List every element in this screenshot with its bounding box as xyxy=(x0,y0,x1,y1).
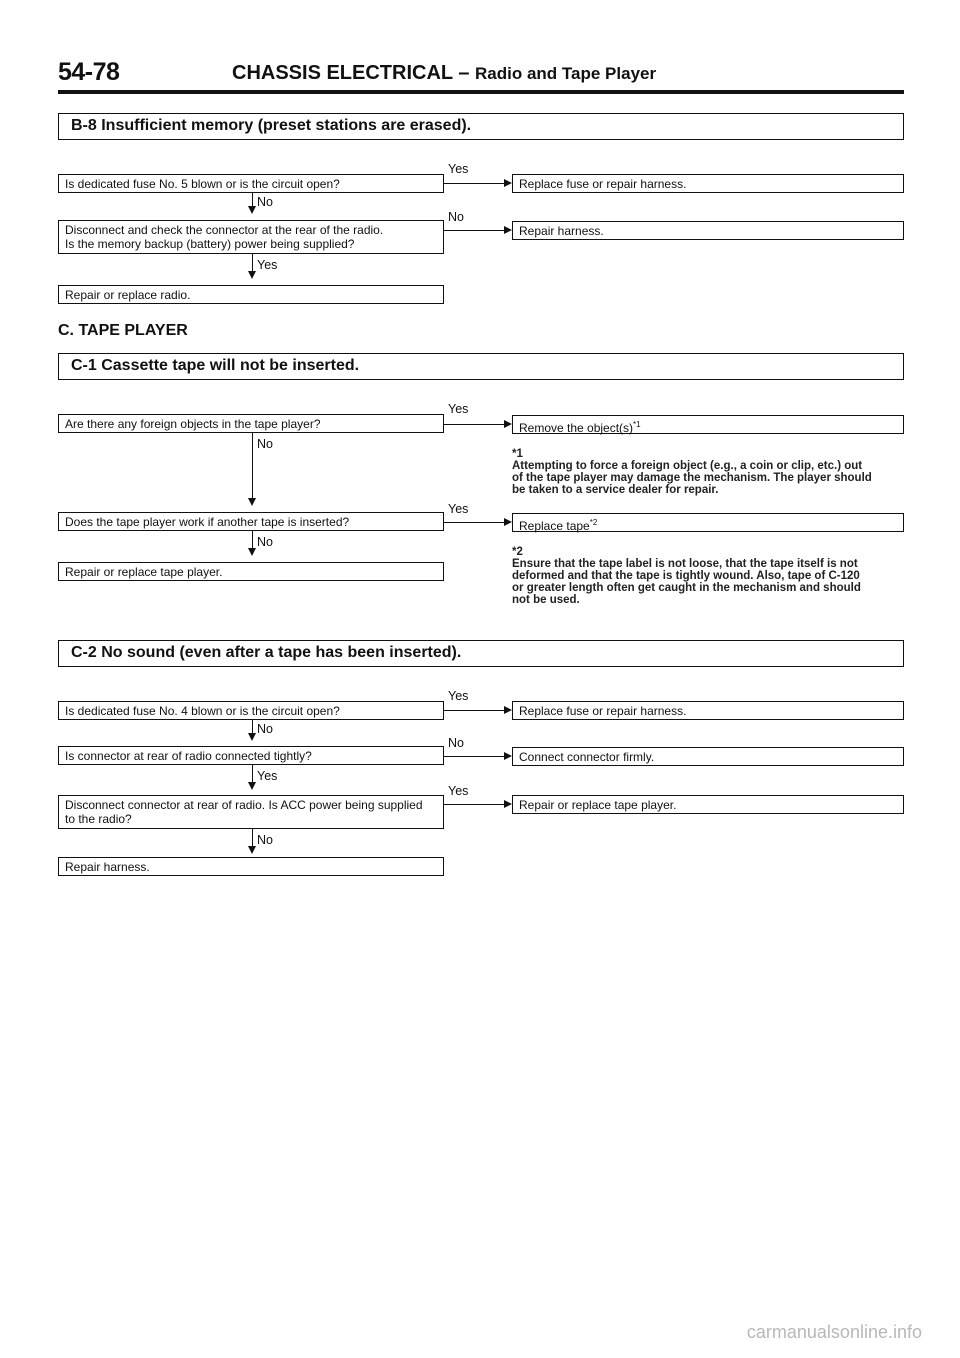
c1-r1-text: Remove the object(s) xyxy=(519,421,634,435)
b8-q1-yes-line xyxy=(444,183,506,184)
arrow-right-icon xyxy=(504,706,512,714)
c2-q3-yes-line xyxy=(444,804,506,805)
b8-result-1: Replace fuse or repair harness. xyxy=(512,174,904,193)
c2-end: Repair harness. xyxy=(58,857,444,876)
c1-q1-yes-label: Yes xyxy=(448,402,469,416)
c1-question-2: Does the tape player work if another tape is inserted? xyxy=(58,512,444,531)
page-number: 54-78 xyxy=(58,58,120,86)
b8-end: Repair or replace radio. xyxy=(58,285,444,304)
b8-question-1: Is dedicated fuse No. 5 blown or is the circuit open? xyxy=(58,174,444,193)
c2-q3-yes-label: Yes xyxy=(448,784,469,798)
arrow-right-icon xyxy=(504,179,512,187)
c1-result-1 xyxy=(512,415,904,434)
c1-r2-footnote-ref: *2 xyxy=(589,518,598,527)
arrow-right-icon xyxy=(504,752,512,760)
c1-q2-yes-label: Yes xyxy=(448,502,469,516)
c1-q2-no-label: No xyxy=(257,535,273,549)
c2-q1-no-label: No xyxy=(257,722,273,736)
section-name: Radio and Tape Player xyxy=(475,64,657,83)
c2-result-1: Replace fuse or repair harness. xyxy=(512,701,904,720)
b8-q2-yes-line xyxy=(252,254,253,272)
c1-q1-yes-line xyxy=(444,424,506,425)
watermark: carmanualsonline.info xyxy=(746,1322,922,1342)
chapter-name: CHASSIS ELECTRICAL xyxy=(232,62,453,84)
c1-note1-line2: of the tape player may damage the mechanism. The player should xyxy=(512,472,872,484)
arrow-right-icon xyxy=(504,420,512,428)
c1-note2-mark: *2 xyxy=(512,546,523,558)
c2-q2-no-line xyxy=(444,756,506,757)
c2-result-2: Connect connector firmly. xyxy=(512,747,904,766)
c2-question-3 xyxy=(58,795,444,829)
b8-result-2: Repair harness. xyxy=(512,221,904,240)
arrow-down-icon xyxy=(248,846,256,854)
arrow-down-icon xyxy=(248,271,256,279)
arrow-down-icon xyxy=(248,782,256,790)
c2-title-box: C-2 No sound (even after a tape has been inserted). xyxy=(58,640,904,667)
c2-result-3: Repair or replace tape player. xyxy=(512,795,904,814)
b8-q2-yes-label: Yes xyxy=(257,258,278,272)
c2-q3-line2: to the radio? xyxy=(65,812,132,826)
c1-q1-no-label: No xyxy=(257,437,273,451)
c1-r1-footnote-ref: *1 xyxy=(633,420,641,429)
c1-note1-line1: Attempting to force a foreign object (e.g., a coin or clip, etc.) out xyxy=(512,460,863,472)
b8-q2-no-line xyxy=(444,230,506,231)
c1-note1-line3: be taken to a service dealer for repair. xyxy=(512,484,719,496)
c2-q2-yes-label: Yes xyxy=(257,769,278,783)
arrow-right-icon xyxy=(504,226,512,234)
c1-note2-line3: or greater length often get caught in the mechanism and should xyxy=(512,582,861,594)
c1-note1-mark: *1 xyxy=(512,448,523,460)
title-separator: – xyxy=(458,62,470,84)
arrow-down-icon xyxy=(248,206,256,214)
b8-q1-yes-label: Yes xyxy=(448,162,469,176)
c1-question-1: Are there any foreign objects in the tape player? xyxy=(58,414,444,433)
c1-r2-text: Replace tape xyxy=(519,519,590,533)
arrow-down-icon xyxy=(248,498,256,506)
c1-note2-line4: not be used. xyxy=(512,594,580,606)
c1-note2-line2: deformed and that the tape is tightly wound. Also, tape of C-120 xyxy=(512,570,860,582)
c2-q1-yes-label: Yes xyxy=(448,689,469,703)
b8-question-2 xyxy=(58,220,444,254)
c1-result-2 xyxy=(512,513,904,532)
c2-q2-yes-line xyxy=(252,765,253,783)
b8-q2-line2: Is the memory backup (battery) power being supplied? xyxy=(65,237,355,251)
arrow-right-icon xyxy=(504,800,512,808)
c1-q2-yes-line xyxy=(444,522,506,523)
c2-q3-no-label: No xyxy=(257,833,273,847)
c2-question-2: Is connector at rear of radio connected tightly? xyxy=(58,746,444,765)
c2-q3-line1: Disconnect connector at rear of radio. Is ACC power being supplied xyxy=(65,798,423,812)
c1-note2-line1: Ensure that the tape label is not loose, that the tape itself is not xyxy=(512,558,858,570)
c1-title-box: C-1 Cassette tape will not be inserted. xyxy=(58,353,904,380)
c2-q3-no-line xyxy=(252,829,253,847)
b8-q1-no-label: No xyxy=(257,195,273,209)
c2-q1-no-line xyxy=(252,720,253,734)
c2-q1-yes-line xyxy=(444,710,506,711)
c1-q1-no-line xyxy=(252,433,253,499)
c1-footnote-1 xyxy=(512,448,904,496)
b8-q2-no-label: No xyxy=(448,210,464,224)
c1-q2-no-line xyxy=(252,531,253,549)
header-rule xyxy=(58,90,904,94)
c2-question-1: Is dedicated fuse No. 4 blown or is the circuit open? xyxy=(58,701,444,720)
b8-title-box: B-8 Insufficient memory (preset stations are erased). xyxy=(58,113,904,140)
arrow-down-icon xyxy=(248,733,256,741)
arrow-right-icon xyxy=(504,518,512,526)
arrow-down-icon xyxy=(248,548,256,556)
section-c-heading: C. TAPE PLAYER xyxy=(58,322,188,339)
b8-q1-no-line xyxy=(252,193,253,207)
c1-end: Repair or replace tape player. xyxy=(58,562,444,581)
c1-footnote-2 xyxy=(512,546,904,606)
chapter-title xyxy=(232,62,656,85)
c2-q2-no-label: No xyxy=(448,736,464,750)
b8-q2-line1: Disconnect and check the connector at the rear of the radio. xyxy=(65,223,384,237)
